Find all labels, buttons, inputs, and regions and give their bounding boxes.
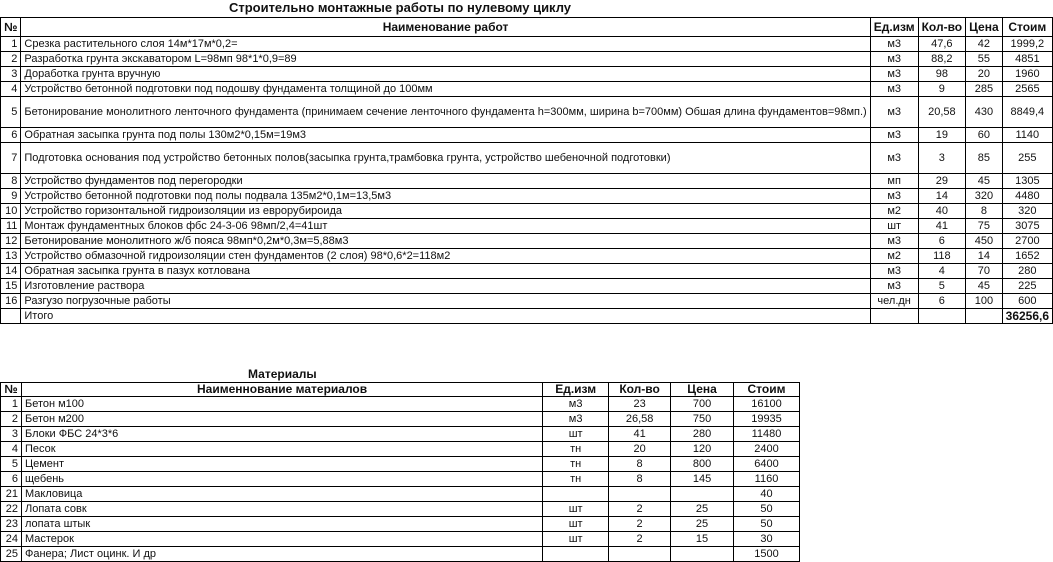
row-name: Доработка грунта вручную: [21, 67, 870, 82]
row-number: 1: [1, 397, 22, 412]
row-price: 45: [966, 279, 1003, 294]
row-qty: 4: [918, 264, 966, 279]
row-unit: [543, 547, 609, 562]
row-name: Устройство обмазочной гидроизоляции стен фундаментов (2 слоя) 98*0,6*2=118м2: [21, 249, 870, 264]
row-number: 1: [1, 37, 21, 52]
materials-section: [0, 367, 800, 382]
row-unit: м3: [870, 97, 918, 128]
row-qty: 6: [918, 234, 966, 249]
row-name: Фанера; Лист оцинк. И др: [21, 547, 542, 562]
row-qty: 23: [609, 397, 671, 412]
table-row: [1, 487, 800, 502]
row-cost: 50: [734, 502, 800, 517]
row-price: 320: [966, 189, 1003, 204]
table-row: [1, 82, 1053, 97]
row-name: Подготовка основания под устройство бетонных полов(засыпка грунта,трамбовка грунта, устройство шебеночной подготовки): [21, 143, 870, 174]
row-number: 7: [1, 143, 21, 174]
row-number: 21: [1, 487, 22, 502]
table-row: [1, 143, 1053, 174]
table-row: [1, 279, 1053, 294]
row-unit: шт: [870, 219, 918, 234]
row-unit: м3: [870, 143, 918, 174]
row-unit: чел.дн: [870, 294, 918, 309]
table-row: [1, 502, 800, 517]
works-title: Строительно монтажные работы по нулевому циклу: [228, 0, 572, 15]
row-unit: м3: [870, 82, 918, 97]
row-price: 20: [966, 67, 1003, 82]
row-cost: 255: [1002, 143, 1052, 174]
row-number: 6: [1, 128, 21, 143]
col-header-number: №: [1, 383, 22, 397]
row-cost: 225: [1002, 279, 1052, 294]
row-number: 9: [1, 189, 21, 204]
row-name: Бетон м200: [21, 412, 542, 427]
row-price: 280: [671, 427, 734, 442]
col-header-price: Цена: [671, 383, 734, 397]
row-qty: 5: [918, 279, 966, 294]
col-header-name: Наименнование материалов: [21, 383, 542, 397]
row-cost: 4851: [1002, 52, 1052, 67]
row-unit: м3: [543, 397, 609, 412]
row-price: 25: [671, 517, 734, 532]
row-qty: 8: [609, 472, 671, 487]
row-cost: 40: [734, 487, 800, 502]
table-row: [1, 204, 1053, 219]
row-cost: 600: [1002, 294, 1052, 309]
row-number: 6: [1, 472, 22, 487]
row-name: Изготовление раствора: [21, 279, 870, 294]
row-price: 430: [966, 97, 1003, 128]
row-cost: 2565: [1002, 82, 1052, 97]
row-number: 15: [1, 279, 21, 294]
row-cost: 8849,4: [1002, 97, 1052, 128]
row-unit: м3: [870, 67, 918, 82]
materials-title: Материалы: [248, 367, 317, 381]
row-cost: 19935: [734, 412, 800, 427]
row-unit: м3: [870, 189, 918, 204]
row-name: Бетон м100: [21, 397, 542, 412]
table-row: [1, 517, 800, 532]
row-unit: м3: [870, 37, 918, 52]
row-number: 12: [1, 234, 21, 249]
row-price: 450: [966, 234, 1003, 249]
row-number: 2: [1, 412, 22, 427]
table-row: [1, 427, 800, 442]
row-cost: 6400: [734, 457, 800, 472]
total-empty: [1, 309, 21, 324]
row-price: 42: [966, 37, 1003, 52]
row-qty: 14: [918, 189, 966, 204]
row-name: Бетонирование монолитного ленточного фундамента (принимаем сечение ленточного фундамента h=300мм, ширина b=700мм) Обшая длина фундаментов=98мп.): [21, 97, 870, 128]
row-qty: 19: [918, 128, 966, 143]
col-header-cost: Стоим: [1002, 18, 1052, 37]
table-row: [1, 264, 1053, 279]
row-qty: 8: [609, 457, 671, 472]
table-row: [1, 219, 1053, 234]
row-qty: 88,2: [918, 52, 966, 67]
row-name: лопата штык: [21, 517, 542, 532]
row-number: 25: [1, 547, 22, 562]
row-qty: 40: [918, 204, 966, 219]
row-cost: 1140: [1002, 128, 1052, 143]
table-row: [1, 294, 1053, 309]
row-qty: 2: [609, 517, 671, 532]
row-unit: тн: [543, 457, 609, 472]
row-unit: тн: [543, 472, 609, 487]
row-number: 3: [1, 67, 21, 82]
works-table: [0, 17, 1053, 324]
total-empty: [870, 309, 918, 324]
col-header-qty: Кол-во: [609, 383, 671, 397]
row-unit: м2: [870, 204, 918, 219]
works-header-row: [1, 18, 1053, 37]
table-row: [1, 189, 1053, 204]
col-header-unit: Ед.изм: [870, 18, 918, 37]
row-price: 70: [966, 264, 1003, 279]
table-row: [1, 547, 800, 562]
table-row: [1, 174, 1053, 189]
row-name: Устройство бетонной подготовки под подошву фундамента толщиной до 100мм: [21, 82, 870, 97]
row-cost: 1305: [1002, 174, 1052, 189]
row-qty: 47,6: [918, 37, 966, 52]
row-name: Разгузо погрузочные работы: [21, 294, 870, 309]
row-name: Обратная засыпка грунта в пазух котлована: [21, 264, 870, 279]
col-header-qty: Кол-во: [918, 18, 966, 37]
row-unit: тн: [543, 442, 609, 457]
table-row: [1, 472, 800, 487]
row-qty: 29: [918, 174, 966, 189]
row-price: 145: [671, 472, 734, 487]
row-qty: 41: [609, 427, 671, 442]
row-number: 13: [1, 249, 21, 264]
row-name: Мастерок: [21, 532, 542, 547]
row-cost: 3075: [1002, 219, 1052, 234]
row-number: 23: [1, 517, 22, 532]
row-unit: м3: [870, 279, 918, 294]
row-cost: 1652: [1002, 249, 1052, 264]
table-row: [1, 532, 800, 547]
row-cost: 11480: [734, 427, 800, 442]
row-qty: 9: [918, 82, 966, 97]
row-number: 2: [1, 52, 21, 67]
col-header-name: Наименование работ: [21, 18, 870, 37]
row-number: 16: [1, 294, 21, 309]
row-number: 14: [1, 264, 21, 279]
row-number: 10: [1, 204, 21, 219]
row-price: 700: [671, 397, 734, 412]
row-name: Бетонирование монолитного ж/б пояса 98мп*0,2м*0,3м=5,88м3: [21, 234, 870, 249]
row-unit: шт: [543, 502, 609, 517]
table-row: [1, 234, 1053, 249]
row-cost: 2700: [1002, 234, 1052, 249]
row-name: щебень: [21, 472, 542, 487]
row-number: 22: [1, 502, 22, 517]
table-row: [1, 128, 1053, 143]
row-number: 11: [1, 219, 21, 234]
row-unit: [543, 487, 609, 502]
row-number: 4: [1, 82, 21, 97]
row-unit: м3: [870, 128, 918, 143]
row-unit: шт: [543, 427, 609, 442]
table-row: [1, 37, 1053, 52]
row-unit: м3: [870, 52, 918, 67]
row-name: Устройство фундаментов под перегородки: [21, 174, 870, 189]
row-unit: м3: [870, 264, 918, 279]
row-price: [671, 487, 734, 502]
row-qty: 98: [918, 67, 966, 82]
row-number: 3: [1, 427, 22, 442]
row-price: 55: [966, 52, 1003, 67]
row-cost: 16100: [734, 397, 800, 412]
row-qty: 118: [918, 249, 966, 264]
row-name: Устройство горизонтальной гидроизоляции из еврорубироида: [21, 204, 870, 219]
row-price: [671, 547, 734, 562]
row-cost: 1960: [1002, 67, 1052, 82]
row-number: 5: [1, 97, 21, 128]
row-qty: 2: [609, 502, 671, 517]
row-name: Макловица: [21, 487, 542, 502]
row-price: 75: [966, 219, 1003, 234]
row-unit: м3: [543, 412, 609, 427]
row-unit: мп: [870, 174, 918, 189]
row-price: 750: [671, 412, 734, 427]
row-qty: 41: [918, 219, 966, 234]
row-price: 15: [671, 532, 734, 547]
row-name: Обратная засыпка грунта под полы 130м2*0,15м=19м3: [21, 128, 870, 143]
row-unit: шт: [543, 517, 609, 532]
row-name: Блоки ФБС 24*3*6: [21, 427, 542, 442]
row-cost: 30: [734, 532, 800, 547]
row-qty: 6: [918, 294, 966, 309]
row-cost: 1999,2: [1002, 37, 1052, 52]
row-qty: [609, 547, 671, 562]
row-qty: [609, 487, 671, 502]
col-header-unit: Ед.изм: [543, 383, 609, 397]
row-name: Разработка грунта экскаватором L=98мп 98*1*0,9=89: [21, 52, 870, 67]
row-cost: 4480: [1002, 189, 1052, 204]
row-cost: 2400: [734, 442, 800, 457]
row-name: Песок: [21, 442, 542, 457]
row-qty: 26,58: [609, 412, 671, 427]
row-number: 8: [1, 174, 21, 189]
row-qty: 3: [918, 143, 966, 174]
table-row: [1, 97, 1053, 128]
total-empty: [966, 309, 1003, 324]
row-price: 100: [966, 294, 1003, 309]
row-price: 800: [671, 457, 734, 472]
row-price: 25: [671, 502, 734, 517]
table-row: [1, 67, 1053, 82]
row-name: Устройство бетонной подготовки под полы подвала 135м2*0,1м=13,5м3: [21, 189, 870, 204]
row-price: 120: [671, 442, 734, 457]
total-label: Итого: [21, 309, 870, 324]
row-number: 5: [1, 457, 22, 472]
row-name: Цемент: [21, 457, 542, 472]
row-qty: 2: [609, 532, 671, 547]
row-name: Срезка растительного слоя 14м*17м*0,2=: [21, 37, 870, 52]
row-cost: 50: [734, 517, 800, 532]
row-unit: м3: [870, 234, 918, 249]
row-price: 285: [966, 82, 1003, 97]
table-row: [1, 412, 800, 427]
table-row: [1, 249, 1053, 264]
row-name: Монтаж фундаментных блоков фбс 24-3-06 98мп/2,4=41шт: [21, 219, 870, 234]
col-header-cost: Стоим: [734, 383, 800, 397]
row-unit: шт: [543, 532, 609, 547]
total-value: 36256,6: [1002, 309, 1052, 324]
row-cost: 1160: [734, 472, 800, 487]
row-cost: 280: [1002, 264, 1052, 279]
row-number: 24: [1, 532, 22, 547]
row-cost: 320: [1002, 204, 1052, 219]
row-qty: 20: [609, 442, 671, 457]
row-price: 45: [966, 174, 1003, 189]
row-name: Лопата совк: [21, 502, 542, 517]
row-price: 8: [966, 204, 1003, 219]
table-row: [1, 397, 800, 412]
row-unit: м2: [870, 249, 918, 264]
row-price: 85: [966, 143, 1003, 174]
row-qty: 20,58: [918, 97, 966, 128]
row-price: 60: [966, 128, 1003, 143]
col-header-price: Цена: [966, 18, 1003, 37]
row-cost: 1500: [734, 547, 800, 562]
table-row: [1, 442, 800, 457]
col-header-number: №: [1, 18, 21, 37]
materials-table: [0, 382, 800, 562]
total-empty: [918, 309, 966, 324]
total-row: [1, 309, 1053, 324]
row-number: 4: [1, 442, 22, 457]
table-row: [1, 52, 1053, 67]
table-row: [1, 457, 800, 472]
materials-header-row: [1, 383, 800, 397]
row-price: 14: [966, 249, 1003, 264]
